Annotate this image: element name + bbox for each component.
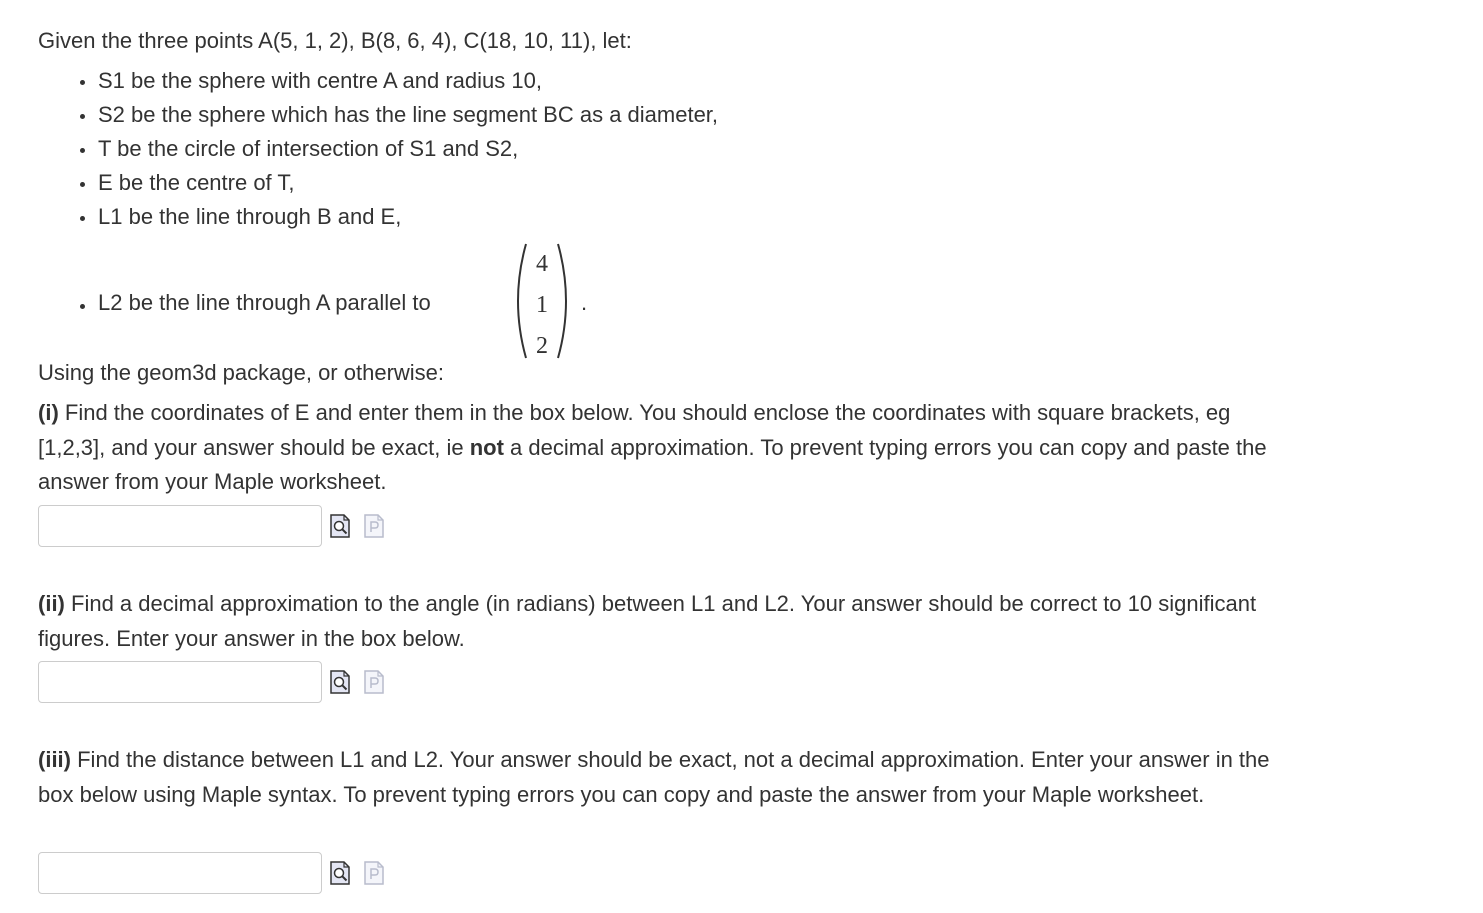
definition-s2: S2 be the sphere which has the line segment BC as a diameter, xyxy=(76,102,718,136)
part-iii-number: (iii) xyxy=(38,747,71,772)
part-ii-answer-input[interactable] xyxy=(38,661,322,703)
part-iii-answer-input[interactable] xyxy=(38,852,322,894)
part-i-body-start: Find the coordinates of E and enter them in the box below. You should enclose the coordinates with square brackets, eg [1,2,3], and your answer should be exact, ie xyxy=(38,400,1231,460)
part-i-number: (i) xyxy=(38,400,59,425)
part-iii-answer-row xyxy=(38,852,398,896)
part-i-answer-row xyxy=(38,505,398,549)
preview-icon[interactable] xyxy=(330,514,350,538)
question-intro: Given the three points A(5, 1, 2), B(8, 6, 4), C(18, 10, 11), let: xyxy=(38,28,632,53)
part-iii-text xyxy=(38,743,1278,812)
preview-icon[interactable] xyxy=(330,670,350,694)
definition-s1: S1 be the sphere with centre A and radius 10, xyxy=(76,68,718,102)
definition-e: E be the centre of T, xyxy=(76,170,718,204)
part-i-answer-input[interactable] xyxy=(38,505,322,547)
vector-trailing-period: . xyxy=(581,290,588,315)
paste-icon[interactable] xyxy=(364,514,384,538)
definition-l2-label: L2 be the line through A parallel to xyxy=(98,290,431,315)
definition-t: T be the circle of intersection of S1 and S2, xyxy=(76,136,718,170)
definition-l1: L1 be the line through B and E, xyxy=(76,204,718,238)
part-i-text xyxy=(38,396,1278,500)
part-ii-text xyxy=(38,587,1278,656)
paste-icon[interactable] xyxy=(364,670,384,694)
vector-component-z: 2 xyxy=(536,333,548,359)
vector-component-y: 1 xyxy=(536,292,548,318)
part-ii-body: Find a decimal approximation to the angle (in radians) between L1 and L2. Your answer should be correct to 10 significant figures. Enter your answer in the box below. xyxy=(38,591,1257,651)
direction-vector xyxy=(512,242,592,360)
part-ii-number: (ii) xyxy=(38,591,65,616)
part-i-bold-not: not xyxy=(469,434,504,460)
definition-l2 xyxy=(76,242,718,362)
preview-icon[interactable] xyxy=(330,861,350,885)
paste-icon[interactable] xyxy=(364,861,384,885)
vector-component-x: 4 xyxy=(536,251,548,277)
definitions-list xyxy=(76,68,718,362)
part-ii-answer-row xyxy=(38,661,398,705)
part-i-body-end: a decimal approximation. To prevent typing errors you can copy and paste the answer from your Maple worksheet. xyxy=(38,434,1267,494)
part-iii-body: Find the distance between L1 and L2. Your answer should be exact, not a decimal approximation. Enter your answer in the box below using Maple syntax. To prevent typing errors you can copy and paste the answer from your Maple worksheet. xyxy=(38,747,1270,807)
instruction-text: Using the geom3d package, or otherwise: xyxy=(38,360,445,385)
